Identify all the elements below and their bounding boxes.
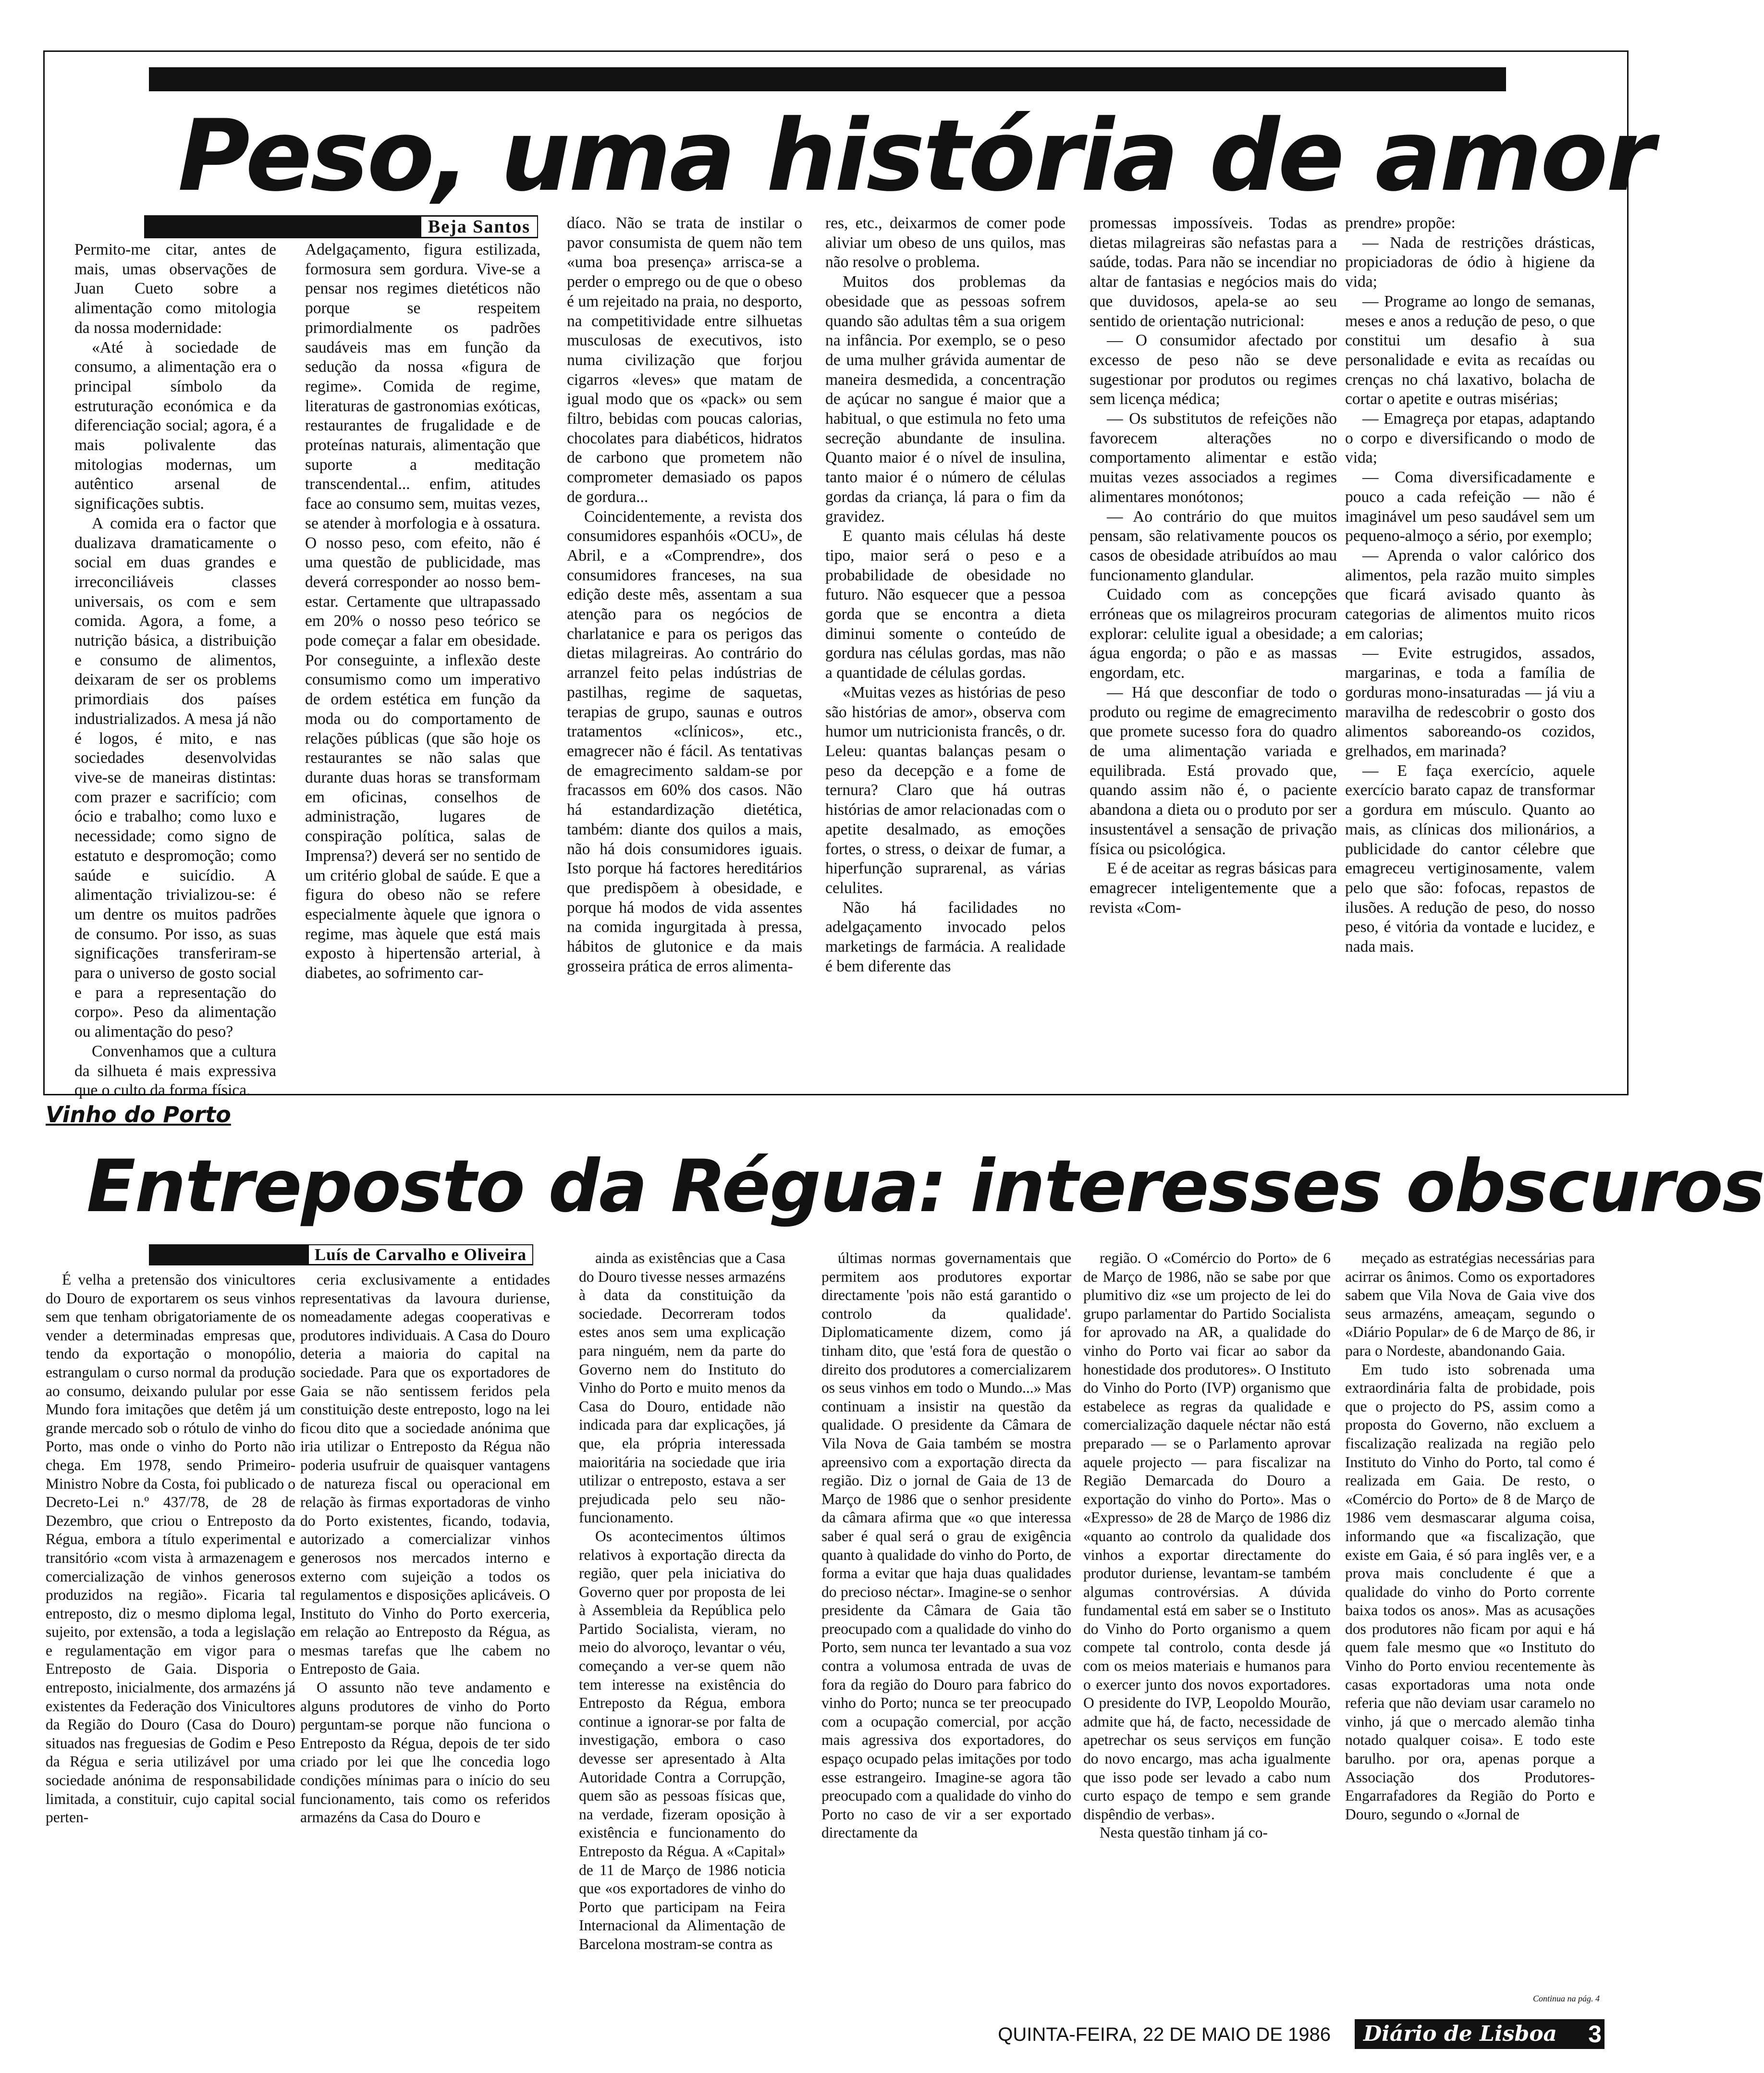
paragraph: prendre» propõe: <box>1345 214 1456 232</box>
paragraph: — Os substitutos de refeições não favorecem alterações no comportamento alimentar e estão muitas vezes associados a regimes alimentares monótonos; <box>1090 410 1337 506</box>
paragraph: — Coma diversificadamente e pouco a cada refeição — não é imaginável um peso saudável sem um pequeno-almoço a sério, por exemplo; <box>1345 468 1595 545</box>
paragraph: promessas impossíveis. Todas as dietas milagreiras são nefastas para a saúde, todas. Para não se incendiar no altar de fantasias e negócios mais do que duvidosos, apela-se ao seu sentido de orientação nutricional: <box>1090 214 1337 330</box>
decorative-bar <box>149 67 1506 91</box>
article-column <box>46 1271 295 2006</box>
article-column <box>825 214 1066 1074</box>
article-column <box>74 240 276 1100</box>
paragraph: E é de aceitar as regras básicas para emagrecer inteligentemente que a revista «Com- <box>1090 859 1337 917</box>
paragraph: — E faça exercício, aquele exercício barato capaz de transformar a gordura em músculo. Quanto ao mais, as clínicas dos milionários, a publicidade do cantor célebre que emagreceu vertiginosamente, valem pelo que são: fofocas, repastos de ilusões. A redução de peso, do nosso peso, é vitória da vontade e lucidez, e nada mais. <box>1345 761 1595 956</box>
article-column <box>821 1249 1071 2003</box>
paragraph: É velha a pretensão dos vinicultores do Douro de exportarem os seus vinhos sem que tenham obrigatoriamente de os vender a determinadas empresas que, tendo da exportação o monopólio, estrangulam o curso normal da produção ao consumo, deixando pulular por esse Mundo fora imitações que detêm já um grande mercado sob o rótulo de vinho do Porto, mas onde o vinho do Porto não chega. Em 1978, sendo Primeiro-Ministro Nobre da Costa, foi publicado o Decreto-Lei n.º 437/78, de 28 de Dezembro, que criou o Entreposto da Régua, embora a título experimental e transitório «com vista à armazenagem e comercialização de vinhos generosos produzidos na região». Ficaria tal entreposto, diz o mesmo diploma legal, sujeito, por extensão, a toda a legislação e regulamentação em vigor para o Entreposto de Gaia. Disporia o entreposto, inicialmente, dos armazéns já existentes da Federação dos Vinicultores da Região do Douro (Casa do Douro) situados nas freguesias de Godim e Peso da Régua e seria utilizável por uma sociedade anónima de responsabilidade limitada, a constituir, cujo capital social perten- <box>46 1271 295 1826</box>
article-headline: Entreposto da Régua: interesses obscuros <box>86 1145 1764 1228</box>
paragraph: «Até à sociedade de consumo, a alimentação era o principal símbolo da estruturação económica e da diferenciação social; agora, é a mais polivalente das mitologias modernas, um autêntico arsenal de significações subtis. <box>74 338 276 513</box>
byline <box>149 1244 532 1265</box>
paragraph: Cuidado com as concepções erróneas que os milagreiros procuram explorar: celulite igual a obesidade; a água engorda; o pão e as massas engordam, etc. <box>1090 586 1337 682</box>
paragraph: — Há que desconfiar de todo o produto ou regime de emagrecimento que promete sucesso fora do quadro de uma alimentação variada e equilibrada. Está provado que, quando assim não é, o paciente abandona a dieta ou o produto por ser insustentável a sensação de privação física ou psicológica. <box>1090 683 1337 858</box>
article-headline: Peso, uma história de amor <box>178 99 1653 213</box>
byline <box>144 215 537 238</box>
paragraph: ainda as existências que a Casa do Douro tivesse nesses armazéns à data da constituição da sociedade. Decorreram todos estes anos sem uma explicação para ninguém, nem da parte do Governo nem do Instituto do Vinho do Porto e muito menos da Casa do Douro, entidade não indicada para dar explicações, já que, ela própria interessada maioritária na sociedade que iria utilizar o entreposto, estava a ser prejudicada pelo seu não-funcionamento. <box>579 1250 785 1526</box>
paragraph: díaco. Não se trata de instilar o pavor consumista de quem não tem «uma boa presença» arrisca-se a perder o emprego ou de que o obeso é um rejeitado na praia, no desporto, na competitividade entre silhuetas musculosas de executivos, isto numa civilização que forjou cigarros «leves» que matam de igual modo que os «pack» ou sem filtro, bebidas com poucas calorias, chocolates para diabéticos, hidratos de carbono que prometem não comprometer demasiado os papos de gordura... <box>567 214 802 506</box>
article-column <box>1345 1249 1595 1994</box>
paragraph: A comida era o factor que dualizava dramaticamente o social em duas grandes e irreconciliáveis classes universais, os com e sem comida. Agora, a fome, a nutrição básica, a distribuição e consumo de alimentos, deixaram de ser os problems primordiais dos países industrializados. A mesa já não é logos, é mito, e nas sociedades desenvolvidas vive-se de maneiras distintas: com prazer e sacrifício; com ócio e trabalho; como luxo e necessidade; como signo de estatuto e despromoção; como saúde e suicídio. A alimentação trivializou-se: é um dentre os muitos padrões de consumo. Por isso, as suas significações transferiram-se para o universo de gosto social e para a representação do corpo». Peso da alimentação ou alimentação do peso? <box>74 514 276 1041</box>
paragraph: Os acontecimentos últimos relativos à exportação directa da região, quer pela iniciativa do Governo quer por proposta de lei à Assembleia da República pelo Partido Socialista, vieram, no meio do alvoroço, levantar o véu, começando a ver-se quem não tem interesse na existência do Entreposto da Régua, embora continue a ignorar-se por falta de investigação, embora o caso devesse ser apresentado à Alta Autoridade Contra a Corrupção, quem são as pessoas físicas que, na verdade, fizeram oposição à existência e funcionamento do Entreposto da Régua. A «Capital» de 11 de Março de 1986 noticia que «os exportadores de vinho do Porto que participam na Feira Internacional da Alimentação de Barcelona mostram-se contra as <box>579 1527 785 1952</box>
article-column <box>305 240 540 1074</box>
paragraph: — Programe ao longo de semanas, meses e anos a redução de peso, o que constitui um desafio à sua personalidade e evita as recaídas ou crenças no chá laxativo, bolacha de cortar o apetite e outras misérias; <box>1345 292 1595 408</box>
paragraph: meçado as estratégias necessárias para acirrar os ânimos. Como os exportadores sabem que Vila Nova de Gaia vive dos seus armazéns, ameaçam, segundo o «Diário Popular» de 6 de Março de 86, ir para o Nordeste, abandonando Gaia. <box>1345 1250 1595 1359</box>
paragraph: — Evite estrugidos, assados, margarinas, e toda a família de gorduras mono-insaturadas — já viu a maravilha de redescobrir o gosto dos alimentos saboreando-os cozidos, grelhados, em marinada? <box>1345 644 1595 760</box>
continuation-note: Continua na pág. 4 <box>1532 1994 1600 2003</box>
article-column <box>567 214 802 1074</box>
paragraph: Muitos dos problemas da obesidade que as pessoas sofrem quando são adultas têm a sua origem na infância. Por exemplo, se o peso de uma mulher grávida aumentar de maneira desmedida, a concentração de açúcar no sangue é maior que a habitual, o que estimula no feto uma secreção abundante de insulina. Quanto maior é o nível de insulina, tanto maior é o número de células gordas da criança, lá para o fim da gravidez. <box>825 273 1066 526</box>
paragraph: — Ao contrário do que muitos pensam, são relativamente poucos os casos de obesidade atribuídos ao mau funcionamento glandular. <box>1090 507 1337 584</box>
issue-date: QUINTA-FEIRA, 22 DE MAIO DE 1986 <box>998 2024 1331 2045</box>
article-column <box>1083 1249 1331 2003</box>
paragraph: ceria exclusivamente a entidades representativas da lavoura duriense, nomeadamente adegas cooperativas e produtores individuais. A Casa do Douro deteria a maioria do capital na sociedade. Para que os exportadores de Gaia se não sentissem feridos pela constituição deste entreposto, logo na lei ficou dito que a sociedade anónima que iria utilizar o Entreposto da Régua não poderia usufruir de quaisquer vantagens de natureza fiscal ou operacional em relação às firmas exportadoras de vinho do Porto existentes, ficando, todavia, autorizado a comercializar vinhos generosos nos mercados interno e externo com sujeição a todos os regulamentos e disposições aplicáveis. O Instituto do Vinho do Porto exerceria, em relação ao Entreposto da Régua, as mesmas tarefas que lhe cabem no Entreposto de Gaia. <box>300 1271 550 1678</box>
byline-text: Luís de Carvalho e Oliveira <box>309 1245 532 1264</box>
newspaper-masthead: Diário de Lisboa <box>1355 2019 1605 2049</box>
paragraph: — Emagreça por etapas, adaptando o corpo e diversificando o modo de vida; <box>1345 410 1595 467</box>
paragraph: Em tudo isto sobrenada uma extraordinária falta de probidade, pois que o projecto do PS, assim como a proposta do Governo, não excluem a fiscalização realizada na região pelo Instituto do Vinho do Porto, tal como é realizada em Gaia. De resto, o «Comércio do Porto» de 8 de Março de 1986 vem desmascarar alguma coisa, informando que «a fiscalização, que existe em Gaia, é só para inglês ver, e a prova mais concludente é que a qualidade do vinho do Porto corrente baixa todos os anos». Mas as acusações dos produtores não ficam por aqui e há quem fale mesmo que «o Instituto do Vinho do Porto enviou recentemente às casas exportadoras uma nota onde referia que não deviam usar caramelo no vinho, já que o mercado alemão tinha notado qualquer coisa». E todo este barulho. por ora, apenas porque a Associação dos Produtores-Engarrafadores da Região do Porto e Douro, segundo o «Jornal de <box>1345 1361 1595 1823</box>
paragraph: E quanto mais células há deste tipo, maior será o peso e a probabilidade de obesidade no futuro. Não esquecer que a pessoa gorda que se encontra a dieta diminui somente o conteúdo de gordura nas células gordas, mas não a quantidade de células gordas. <box>825 527 1066 682</box>
paragraph: Permito-me citar, antes de mais, umas observações de Juan Cueto sobre a alimentação como mitologia da nossa modernidade: <box>74 241 276 337</box>
paragraph: O assunto não teve andamento e alguns produtores de vinho do Porto perguntam-se porque não funciona o Entreposto da Régua, depois de ter sido criado por lei que lhe concedia logo condições mínimas para o início do seu funcionamento, tais como os referidos armazéns da Casa do Douro e <box>300 1679 550 1826</box>
paragraph: últimas normas governamentais que permitem aos produtores exportar directamente 'pois não está garantido o controlo da qualidade'. Diplomaticamente dizem, como já tinham dito, que 'está fora de questão o direito dos produtores a comercializarem os seus vinhos em todo o Mundo...» Mas continuam a insistir na questão da qualidade. O presidente da Câmara de Vila Nova de Gaia também se mostra apreensivo com a exportação directa da região. Diz o jornal de Gaia de 13 de Março de 1986 que o senhor presidente da câmara afirma que «o que interessa saber é qual será o grau de exigência quanto à qualidade do vinho do Porto, de forma a evitar que haja duas qualidades do precioso néctar». Imagine-se o senhor presidente da Câmara de Gaia tão preocupado com a qualidade do vinho do Porto, sem nunca ter levantado a sua voz contra a volumosa entrada de uvas de fora da região do Douro para fabrico do vinho do Porto; nunca se ter preocupado com a ocupação comercial, por acção mais agressiva dos exportadores, do espaço ocupado pelas imitações por todo esse estrangeiro. Imagine-se agora tão preocupado com a qualidade do vinho do Porto no caso de vir a ser exportado directamente da <box>821 1250 1071 1841</box>
article-column <box>579 1249 785 2003</box>
paragraph: Convenhamos que a cultura da silhueta é mais expressiva que o culto da forma física. <box>74 1042 276 1100</box>
paragraph: Adelgaçamento, figura estilizada, formosura sem gordura. Vive-se a pensar nos regimes dietéticos não porque se respeitem primordialmente os padrões saudáveis mas em função da sedução da nossa «figura de regime». Comida de regime, literaturas de gastronomias exóticas, restaurantes de frugalidade e de proteínas naturais, alimentação que suporte a meditação transcendental... enfim, atitudes face ao consumo sem, muitas vezes, se atender à morfologia e à ossatura. O nosso peso, com efeito, não é uma questão de publicidade, mas deverá corresponder ao nosso bem-estar. Certamente que ultrapassado em 20% o nosso peso teórico se pode começar a falar em obesidade. Por conseguinte, a inflexão deste consumismo como um imperativo de ordem estética em função da moda ou do comportamento de relações públicas (que são hoje os restaurantes se não salas que durante duas horas se transformam em oficinas, conselhos de administração, lugares de conspiração política, salas de Imprensa?) deverá ser no sentido de um critério global de saúde. E que a figura do obeso não se refere especialmente àquele que ignora o regime, mas àquele que está mais exposto à hipertensão arterial, à diabetes, ao sofrimento car- <box>305 241 540 982</box>
paragraph: — Nada de restrições drásticas, propiciadoras de ódio à higiene da vida; <box>1345 233 1595 291</box>
paragraph: — Aprenda o valor calórico dos alimentos, pela razão muito simples que ficará avisado quanto às categorias de alimentos muito ricos em calorias; <box>1345 546 1595 643</box>
article-column <box>1345 214 1595 1074</box>
paragraph: Não há facilidades no adelgaçamento invocado pelos marketings de farmácia. A realidade é bem diferente das <box>825 898 1066 975</box>
paragraph: «Muitas vezes as histórias de peso são histórias de amor», observa com humor um nutricionista francês, o dr. Leleu: quantas balanças pesam o peso da decepção e a fome de ternura? Claro que há outras histórias de amor relacionadas com o apetite desalmado, as emoções fortes, o stress, o deixar de fumar, a hiperfunção suprarenal, as várias celulites. <box>825 683 1066 897</box>
paragraph: região. O «Comércio do Porto» de 6 de Março de 1986, não se sabe por que plumitivo diz «se um projecto de lei do grupo parlamentar do Partido Socialista for aprovado na AR, a qualidade do vinho do Porto vai ficar ao sabor da honestidade dos produtores». O Instituto do Vinho do Porto (IVP) organismo que estabelece as regras da qualidade e comercialização daquele néctar não está preparado — se o Parlamento aprovar aquele projecto — para fiscalizar na Região Demarcada do Douro a exportação do vinho do Porto». Mas o «Expresso» de 28 de Março de 1986 diz «quanto ao controlo da qualidade dos vinhos a exportar directamente do produtor duriense, levantam-se também algumas controvérsias. A dúvida fundamental está em saber se o Instituto do Vinho do Porto organismo a quem compete tal controlo, conta desde já com os meios materiais e humanos para o exercer junto dos novos exportadores. O presidente do IVP, Leopoldo Mourão, admite que há, de facto, necessidade de apetrechar os seus serviços em função do novo encargo, mas acha igualmente que isso pode ser levado a cabo num curto espaço de tempo e sem grande dispêndio de verbas». <box>1083 1250 1331 1823</box>
paragraph: res, etc., deixarmos de comer pode aliviar um obeso de uns quilos, mas não resolve o problema. <box>825 214 1066 271</box>
article-column <box>1090 214 1337 1074</box>
section-kicker: Vinho do Porto <box>46 1102 231 1128</box>
paragraph: Nesta questão tinham já co- <box>1100 1824 1268 1841</box>
page-number: 3 <box>1588 2021 1602 2048</box>
byline-text: Beja Santos <box>421 217 537 237</box>
paragraph: Coincidentemente, a revista dos consumidores espanhóis «OCU», de Abril, e a «Comprendre», dos consumidores franceses, na sua edição deste mês, assentam a sua atenção para os negócios de charlatanice e para os perigos das dietas milagreiras. Ao contrário do arranzel feito pelas indústrias de pastilhas, regime de saquetas, terapias de grupo, saunas e outros tratamentos «clínicos», etc., emagrecer não é fácil. As tentativas de emagrecimento saldam-se por fracassos em 60% dos casos. Não há estandardização dietética, também: diante dos quilos a mais, não há dois consumidores iguais. Isto porque há factores hereditários que predispõem à obesidade, e porque há modos de vida assentes na comida ingurgitada à pressa, hábitos de glutonice e da mais grosseira prática de erros alimenta- <box>567 507 802 975</box>
article-column <box>300 1271 550 2006</box>
paragraph: — O consumidor afectado por excesso de peso não se deve sugestionar por produtos ou regimes sem licença médica; <box>1090 331 1337 408</box>
